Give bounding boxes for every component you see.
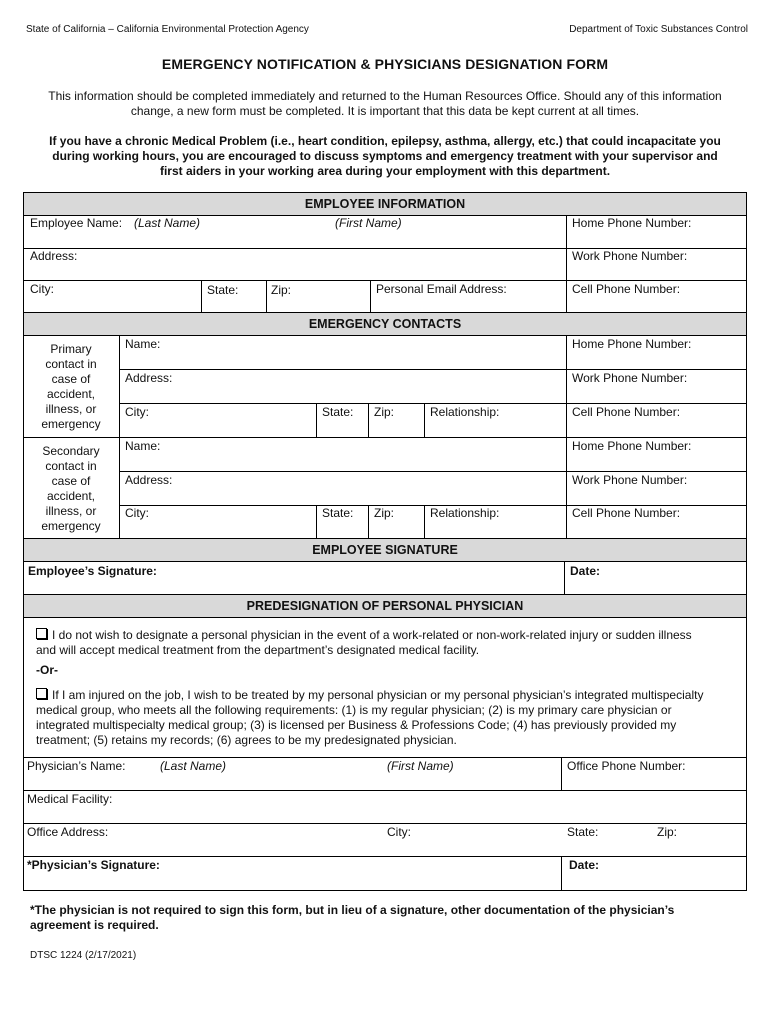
option-no-physician: I do not wish to designate a personal physician in the event of a work-related or non-work-related injury or sudden illness (36, 628, 742, 643)
option-personal-physician-line4: treatment; (5) retains my records; (6) agrees to be my predesignated physician. (36, 733, 457, 747)
employee-city-field[interactable]: City: (30, 282, 54, 296)
primary-work-phone-field[interactable]: Work Phone Number: (572, 371, 688, 385)
footnote-line-1: *The physician is not required to sign this form, but in lieu of a signature, other documentation of the physician’s (30, 903, 675, 917)
medical-facility-field[interactable]: Medical Facility: (27, 792, 113, 806)
primary-contact-label: Primary contact in case of accident, illness, or emergency (41, 342, 101, 431)
secondary-cell-phone-field[interactable]: Cell Phone Number: (572, 506, 681, 520)
primary-cell-phone-field[interactable]: Cell Phone Number: (572, 405, 681, 419)
office-address-field[interactable]: Office Address: (27, 825, 109, 839)
physician-state-field[interactable]: State: (567, 825, 599, 839)
secondary-work-phone-field[interactable]: Work Phone Number: (572, 473, 688, 487)
employee-zip-field[interactable]: Zip: (271, 283, 292, 297)
option-personal-physician: If I am injured on the job, I wish to be treated by my personal physician or my personal physician’s integrated multispecialty (36, 688, 742, 703)
employee-info-heading: EMPLOYEE INFORMATION (23, 192, 747, 216)
intro-line-1: This information should be completed immediately and returned to the Human Resources Office. Should any of this information (48, 89, 722, 103)
emergency-contacts-heading: EMERGENCY CONTACTS (23, 312, 747, 336)
form-code: DTSC 1224 (2/17/2021) (30, 950, 137, 961)
employee-signature-date-field[interactable]: Date: (570, 564, 601, 578)
physician-signature-field[interactable]: *Physician’s Signature: (27, 858, 160, 872)
secondary-zip-field[interactable]: Zip: (374, 506, 395, 520)
employee-email-field[interactable]: Personal Email Address: (376, 282, 507, 296)
employee-work-phone-field[interactable]: Work Phone Number: (572, 249, 688, 263)
secondary-contact-label: Secondary contact in case of accident, illness, or emergency (41, 444, 101, 533)
physician-section (23, 617, 747, 891)
employee-first-name-field[interactable]: (First Name) (335, 216, 402, 230)
primary-home-phone-field[interactable]: Home Phone Number: (572, 337, 692, 351)
physician-first-name-field[interactable]: (First Name) (387, 759, 454, 773)
physician-last-name-field[interactable]: (Last Name) (160, 759, 227, 773)
physician-city-field[interactable]: City: (387, 825, 411, 839)
secondary-name-field[interactable]: Name: (125, 439, 161, 453)
secondary-home-phone-field[interactable]: Home Phone Number: (572, 439, 692, 453)
page-title: EMERGENCY NOTIFICATION & PHYSICIANS DESIGNATION FORM (161, 56, 609, 72)
personal-physician-checkbox[interactable] (36, 688, 47, 699)
secondary-address-field[interactable]: Address: (125, 473, 173, 487)
notice-line-2: during working hours, you are encouraged to discuss symptoms and emergency treatment with your supervisor and (52, 149, 718, 163)
secondary-relationship-field[interactable]: Relationship: (430, 506, 500, 520)
primary-name-field[interactable]: Name: (125, 337, 161, 351)
option-personal-physician-line3: integrated multispecialty medical group; (3) is licensed per Business & Professions Code; (4) has previously provided my (36, 718, 677, 732)
footnote-line-2: agreement is required. (30, 918, 159, 932)
primary-relationship-field[interactable]: Relationship: (430, 405, 500, 419)
physician-signature-date-field[interactable]: Date: (569, 858, 600, 872)
no-physician-checkbox[interactable] (36, 628, 47, 639)
primary-zip-field[interactable]: Zip: (374, 405, 395, 419)
physician-heading: PREDESIGNATION OF PERSONAL PHYSICIAN (23, 594, 747, 618)
employee-last-name-field[interactable]: (Last Name) (134, 216, 201, 230)
employee-address-field[interactable]: Address: (30, 249, 78, 263)
employee-signature-field[interactable]: Employee’s Signature: (28, 564, 157, 578)
employee-state-field[interactable]: State: (207, 283, 239, 297)
notice-line-1: If you have a chronic Medical Problem (i.e., heart condition, epilepsy, asthma, allergy, etc.) that could incapacitate you (49, 134, 721, 148)
secondary-state-field[interactable]: State: (322, 506, 354, 520)
option-personal-physician-line2: medical group, who meets all the following requirements: (1) is my regular physician; (2) is my primary care physician or (36, 703, 672, 717)
physician-office-phone-field[interactable]: Office Phone Number: (567, 759, 686, 773)
employee-cell-phone-field[interactable]: Cell Phone Number: (572, 282, 681, 296)
department-header: Department of Toxic Substances Control (569, 24, 748, 35)
physician-name-label: Physician’s Name: (27, 759, 126, 773)
physician-zip-field[interactable]: Zip: (657, 825, 678, 839)
employee-home-phone-field[interactable]: Home Phone Number: (572, 216, 692, 230)
or-separator: -Or- (36, 663, 58, 677)
employee-name-label: Employee Name: (30, 216, 123, 230)
option-no-physician-line2: and will accept medical treatment from the department’s designated medical facility. (36, 643, 480, 657)
agency-header: State of California – California Environmental Protection Agency (26, 24, 309, 35)
intro-line-2: change, a new form must be completed. It is important that this data be kept current at all times. (130, 104, 640, 118)
secondary-city-field[interactable]: City: (125, 506, 149, 520)
employee-signature-heading: EMPLOYEE SIGNATURE (23, 538, 747, 562)
primary-state-field[interactable]: State: (322, 405, 354, 419)
primary-address-field[interactable]: Address: (125, 371, 173, 385)
notice-line-3: first aiders in your working area during your employment with this department. (159, 164, 611, 178)
primary-city-field[interactable]: City: (125, 405, 149, 419)
